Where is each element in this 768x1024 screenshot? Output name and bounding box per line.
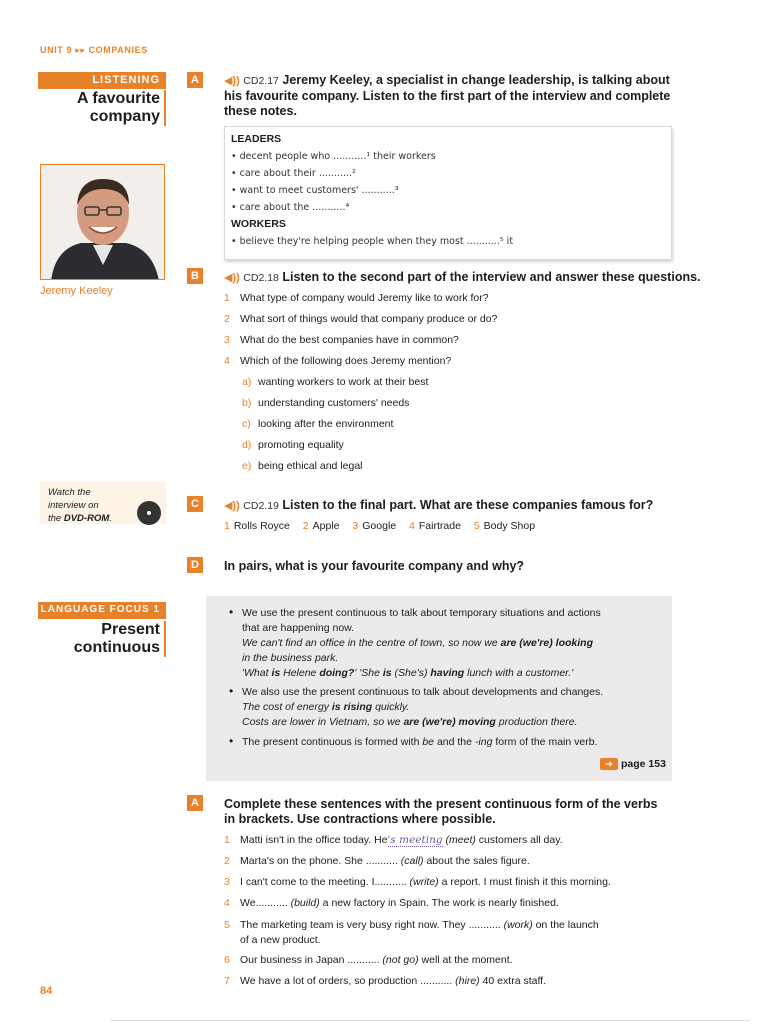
leaders-heading: LEADERS [231, 133, 282, 145]
dvd-icon [137, 501, 161, 525]
option-list [242, 372, 428, 477]
photo-caption: Jeremy Keeley [40, 285, 113, 297]
lf-exercise-a-heading: Complete these sentences with the present continuous form of the verbs in brackets. Use contractions where possible. [224, 797, 658, 826]
list-item: c) looking after the environment [242, 418, 394, 430]
grammar-bullet-1: • We use the present continuous to talk about temporary situations and actions that are happening now. We can't find an office in the centre of town, so now we are (we're) looking in the business park. 'What is Helene doing?' 'She is (She's) having lunch with a customer.' [229, 605, 601, 679]
exercise-d-badge: D [187, 557, 203, 573]
notes-worker-1: • believe they're helping people when they most ...........⁵ it [231, 236, 514, 247]
list-item: 4 Which of the following does Jeremy mention? [224, 355, 452, 367]
exercise-a-badge: A [187, 72, 203, 88]
unit-topic: COMPANIES [88, 45, 148, 55]
unit-number: UNIT 9 [40, 45, 73, 55]
list-item: b) understanding customers' needs [242, 397, 410, 409]
list-item: 3 I can't come to the meeting. I........... (write) a report. I must finish it this morning. [224, 876, 611, 888]
list-item: 1 What type of company would Jeremy like to work for? [224, 292, 489, 304]
notes-leader-2: • care about their ...........² [231, 168, 356, 179]
language-focus-title: Present continuous [38, 621, 166, 657]
speaker-photo [40, 164, 165, 280]
list-item: 2 What sort of things would that company produce or do? [224, 313, 498, 325]
lf-exercise-a-badge: A [187, 795, 203, 811]
exercise-c-badge: C [187, 496, 203, 512]
list-item: d) promoting equality [242, 439, 344, 451]
exercise-b-badge: B [187, 268, 203, 284]
listening-label: LISTENING [38, 72, 166, 89]
grammar-bullet-2: • We also use the present continuous to talk about developments and changes. The cost of energy is rising quickly. Costs are lower in Vietnam, so we are (we're) moving production there. [229, 684, 604, 728]
language-focus-label: LANGUAGE FOCUS 1 [38, 602, 166, 619]
list-item: e) being ethical and legal [242, 460, 363, 472]
company-list: 1 Rolls Royce 2 Apple 3 Google 4 Fairtrade 5 Body Shop [224, 520, 536, 532]
header-arrows: ▸▸ [75, 45, 86, 55]
page-number: 84 [40, 985, 53, 997]
list-item: 2 Marta's on the phone. She ........... (call) about the sales figure. [224, 855, 530, 867]
question-list [224, 288, 497, 372]
list-item: a) wanting workers to work at their best [242, 376, 429, 388]
grammar-bullet-3: • The present continuous is formed with be and the -ing form of the main verb. [229, 734, 598, 748]
notes-leader-1: • decent people who ...........¹ their workers [231, 151, 436, 162]
notes-leader-3: • want to meet customers' ...........³ [231, 185, 399, 196]
exercise-c-heading: ◀)) CD2.19 Listen to the final part. What are these companies famous for? [224, 498, 654, 512]
notes-box [224, 126, 672, 260]
page-reference-link[interactable]: ➔ page 153 [600, 758, 666, 770]
workers-heading: WORKERS [231, 218, 286, 230]
list-item: 5 The marketing team is very busy right now. They ........... (work) on the launch of a new product. [224, 919, 599, 946]
exercise-a-heading: ◀)) CD2.17 Jeremy Keeley, a specialist in change leadership, is talking about his favourite company. Listen to the first part of the interview and complete these notes. [224, 73, 671, 118]
list-item: 6 Our business in Japan ........... (not go) well at the moment. [224, 954, 513, 966]
list-item: 3 What do the best companies have in common? [224, 334, 459, 346]
unit-header [40, 45, 148, 56]
notes-leader-4: • care about the ...........⁴ [231, 202, 350, 213]
list-item: 4 We........... (build) a new factory in Spain. The work is nearly finished. [224, 897, 559, 909]
section-title: A favourite company [38, 90, 166, 126]
dvd-text: Watch the interview on the DVD-ROM. [48, 487, 112, 524]
list-item: 1 Matti isn't in the office today. He's meeting (meet) customers all day. [224, 834, 563, 846]
handwritten-answer: 's meeting [387, 834, 443, 846]
sentence-list [224, 830, 694, 992]
exercise-d-heading: In pairs, what is your favourite company and why? [224, 559, 525, 573]
exercise-b-heading: ◀)) CD2.18 Listen to the second part of the interview and answer these questions. [224, 270, 701, 284]
divider [110, 1020, 750, 1021]
arrow-right-icon: ➔ [600, 758, 618, 770]
audio-icon[interactable]: ◀)) [224, 500, 240, 512]
audio-icon[interactable]: ◀)) [224, 75, 240, 87]
list-item: 7 We have a lot of orders, so production ........... (hire) 40 extra staff. [224, 975, 547, 987]
audio-icon[interactable]: ◀)) [224, 272, 240, 284]
